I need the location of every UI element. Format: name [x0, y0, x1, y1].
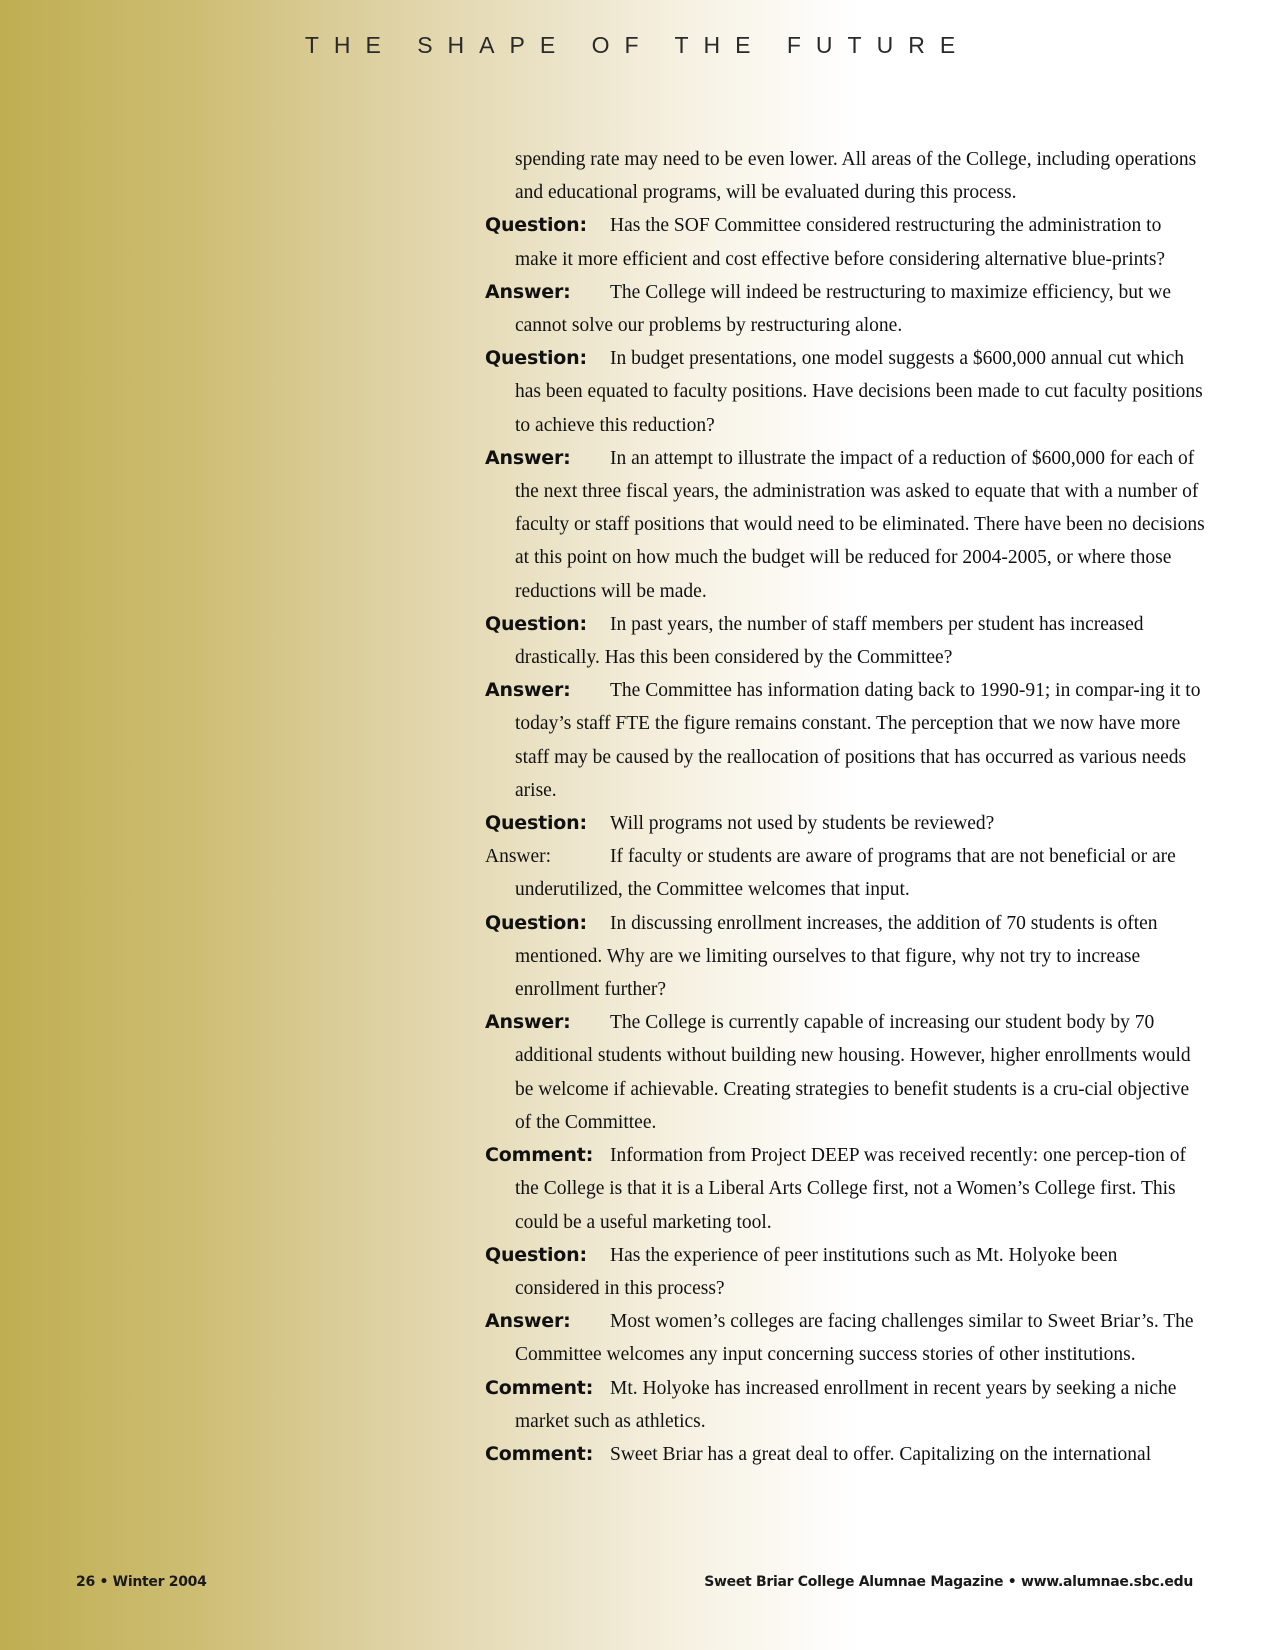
qa-item	[485, 1305, 1205, 1371]
qa-item	[485, 1006, 1205, 1139]
qa-item	[485, 209, 1205, 275]
qa-label: Comment:	[485, 1144, 594, 1167]
qa-text: The College is currently capable of increasing our student body by 70 additional students without building new housing. However, higher enrollments would be welcome if achievable. Creating strategies to benefit students is a cru-cial objective of the Committee.	[515, 1012, 1191, 1133]
qa-label: Answer:	[485, 280, 571, 303]
qa-label: Answer:	[485, 679, 571, 702]
qa-label: Question:	[485, 347, 587, 370]
qa-item	[485, 807, 1205, 840]
qa-label: Answer:	[485, 846, 552, 868]
qa-text: Has the experience of peer institutions such as Mt. Holyoke been considered in this process?	[515, 1244, 1118, 1299]
qa-text: In budget presentations, one model suggests a $600,000 annual cut which has been equated to faculty positions. Have decisions been made to cut faculty positions to achieve this reduction?	[515, 348, 1203, 436]
qa-text: Sweet Briar has a great deal to offer. Capitalizing on the international	[610, 1443, 1152, 1465]
footer-page-info: 26 • Winter 2004	[76, 1574, 207, 1590]
qa-label: Answer:	[485, 1011, 571, 1034]
qa-item	[485, 840, 1205, 906]
qa-text: In past years, the number of staff members per student has increased drastically. Has this been considered by the Committee?	[515, 613, 1144, 669]
footer-publication: Sweet Briar College Alumnae Magazine • www.alumnae.sbc.edu	[704, 1574, 1193, 1590]
qa-label: Question:	[485, 1243, 587, 1266]
qa-item	[485, 1139, 1205, 1239]
intro-paragraph: spending rate may need to be even lower. All areas of the College, including operations and educational programs, will be evaluated during this process.	[515, 149, 1197, 204]
qa-label: Answer:	[485, 446, 571, 469]
qa-label: Comment:	[485, 1376, 594, 1399]
qa-text: Will programs not used by students be reviewed?	[610, 813, 995, 835]
qa-item	[485, 608, 1205, 674]
qa-label: Question:	[485, 214, 587, 237]
qa-item	[485, 907, 1205, 1007]
qa-item	[485, 1372, 1205, 1438]
qa-text: Mt. Holyoke has increased enrollment in recent years by seeking a niche market such as athletics.	[515, 1377, 1177, 1432]
qa-item	[485, 1438, 1205, 1471]
qa-text: Has the SOF Committee considered restructuring the administration to make it more efficient and cost effective before considering alternative blue-prints?	[515, 215, 1166, 270]
qa-text: Most women’s colleges are facing challenges similar to Sweet Briar’s. The Committee welcomes any input concerning success stories of other institutions.	[515, 1311, 1194, 1366]
qa-item	[485, 1239, 1205, 1305]
qa-item	[485, 674, 1205, 807]
qa-item	[485, 442, 1205, 608]
qa-label: Question:	[485, 812, 587, 835]
qa-text: The Committee has information dating back to 1990-91; in compar-ing it to today’s staff FTE the figure remains constant. The perception that we now have more staff may be caused by the reallocation of positions that has occurred as various needs arise.	[515, 680, 1201, 801]
qa-label: Comment:	[485, 1442, 594, 1465]
qa-text: In an attempt to illustrate the impact of a reduction of $600,000 for each of the next three fiscal years, the administration was asked to equate that with a number of faculty or staff positions that would need to be eliminated. There have been no decisions at this point on how much the budget will be reduced for 2004-2005, or where those reductions will be made.	[515, 447, 1205, 602]
page-header-title: THE SHAPE OF THE FUTURE	[304, 32, 971, 58]
article-body	[485, 143, 1205, 1471]
qa-item	[485, 276, 1205, 342]
qa-text: If faculty or students are aware of programs that are not beneficial or are underutilized, the Committee welcomes that input.	[515, 846, 1176, 901]
qa-text: The College will indeed be restructuring to maximize efficiency, but we cannot solve our problems by restructuring alone.	[515, 281, 1171, 337]
qa-text: Information from Project DEEP was received recently: one percep-tion of the College is that it is a Liberal Arts College first, not a Women’s College first. This could be a useful marketing tool.	[515, 1145, 1186, 1233]
qa-label: Question:	[485, 612, 587, 635]
qa-item	[485, 342, 1205, 442]
qa-text: In discussing enrollment increases, the addition of 70 students is often mentioned. Why are we limiting ourselves to that figure, why not try to increase enrollment further?	[515, 912, 1158, 1001]
qa-label: Question:	[485, 911, 587, 934]
qa-label: Answer:	[485, 1310, 571, 1333]
